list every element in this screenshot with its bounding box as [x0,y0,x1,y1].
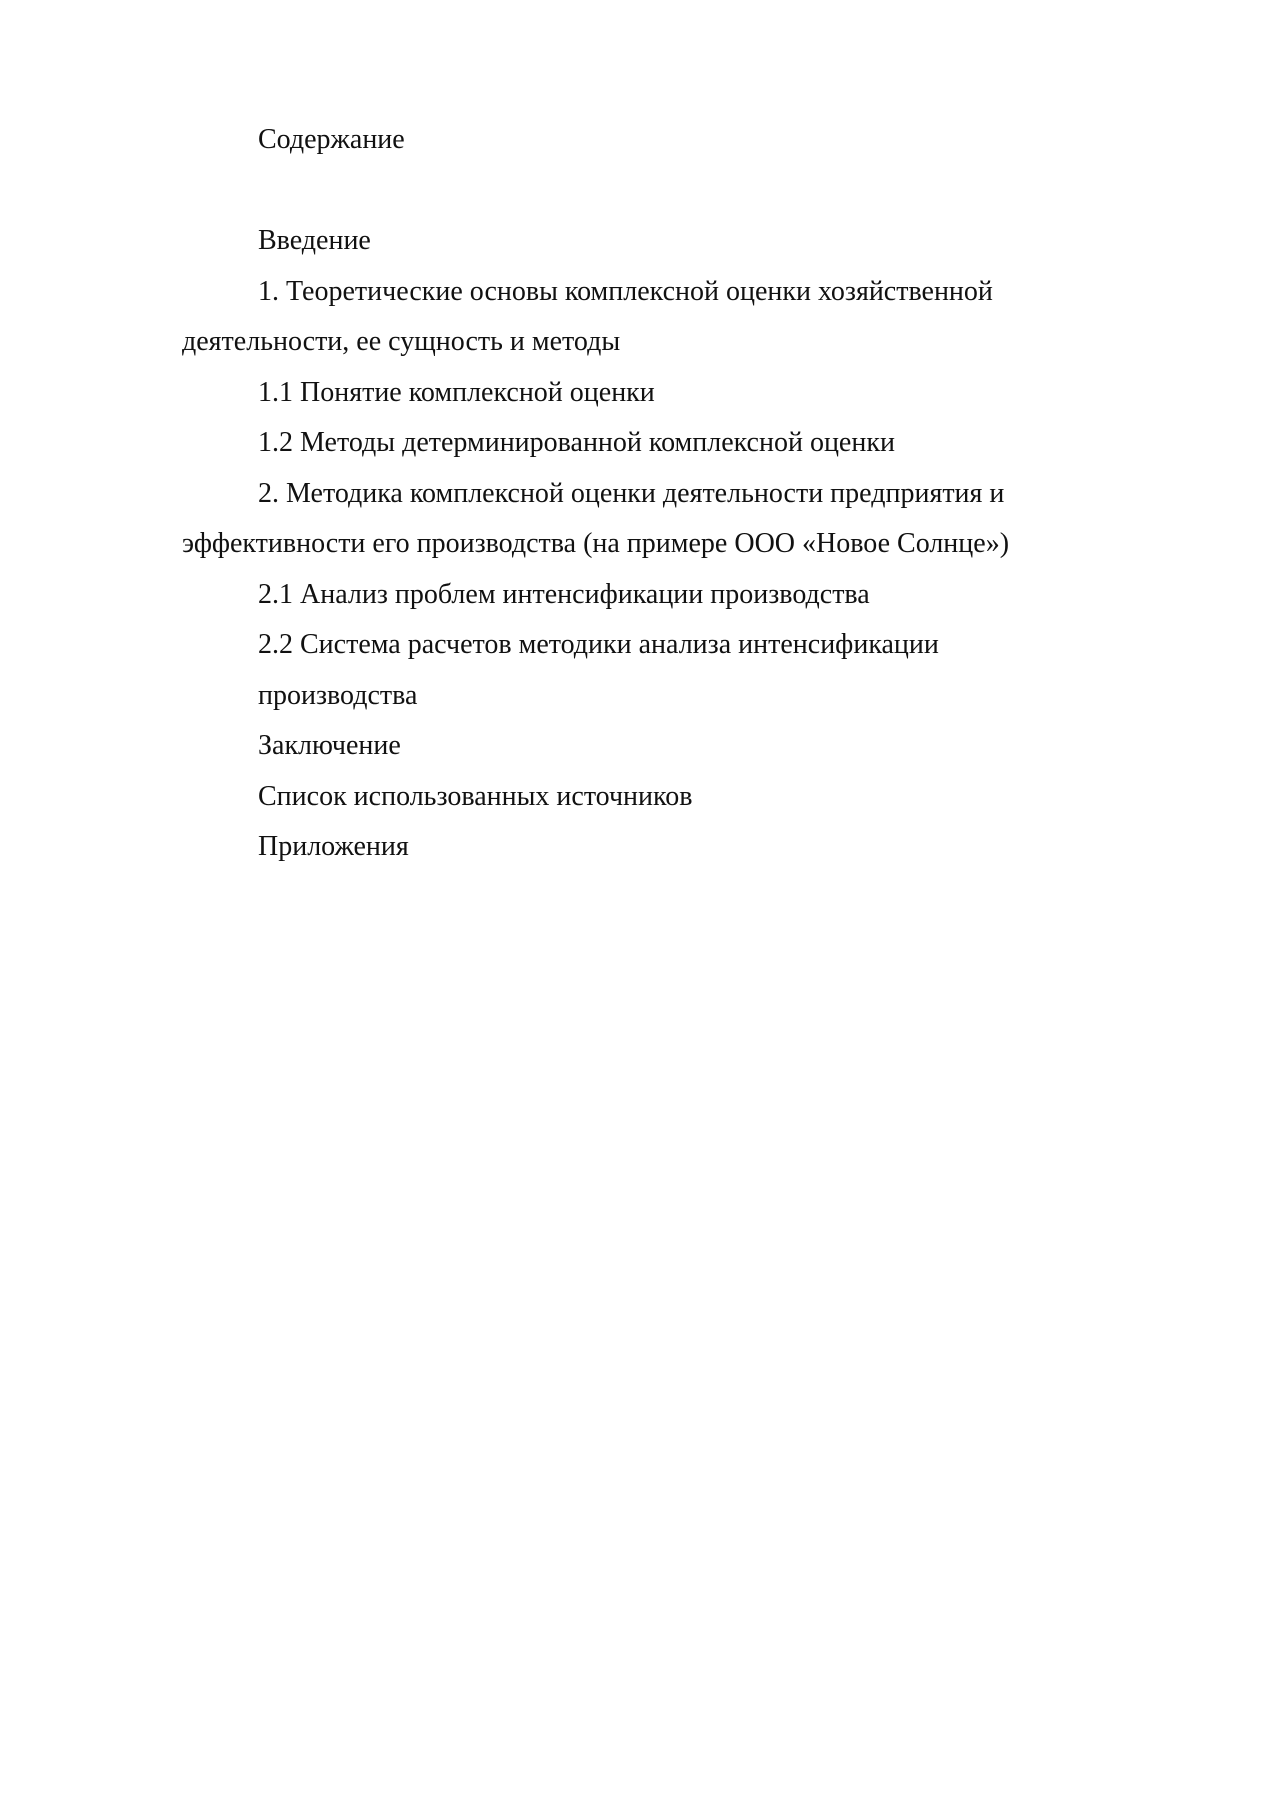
blank-line [182,166,1082,217]
toc-item-section-2-2 [182,620,1082,721]
toc-item-chapter-2-line-1: 2. Методика комплексной оценки деятельности предприятия и [258,477,1005,509]
toc-item-section-1-2: 1.2 Методы детерминированной комплексной оценки [258,427,895,458]
toc-item-chapter-2 [182,469,1082,570]
toc-item-appendices: Приложения [258,831,409,862]
document-body [182,115,1082,873]
toc-item-section-2-2-line-1: 2.2 Система расчетов методики анализа интенсификации [258,629,939,660]
toc-item-chapter-1-line-1: 1. Теоретические основы комплексной оценки хозяйственной [258,275,993,307]
toc-item-introduction: Введение [258,225,371,256]
toc-item-conclusion: Заключение [258,730,401,761]
toc-heading: Содержание [258,124,405,155]
toc-item-section-2-2-line-2: производства [258,679,418,711]
toc-item-section-1-1: 1.1 Понятие комплексной оценки [258,376,655,408]
toc-item-chapter-2-line-2: эффективности его производства (на примере ООО «Новое Солнце») [182,528,1010,559]
toc-item-chapter-1-line-2: деятельности, ее сущность и методы [182,326,621,357]
toc-item-section-2-1: 2.1 Анализ проблем интенсификации производства [258,578,870,610]
toc-item-references: Список использованных источников [258,780,693,812]
toc-item-chapter-1 [182,267,1082,368]
